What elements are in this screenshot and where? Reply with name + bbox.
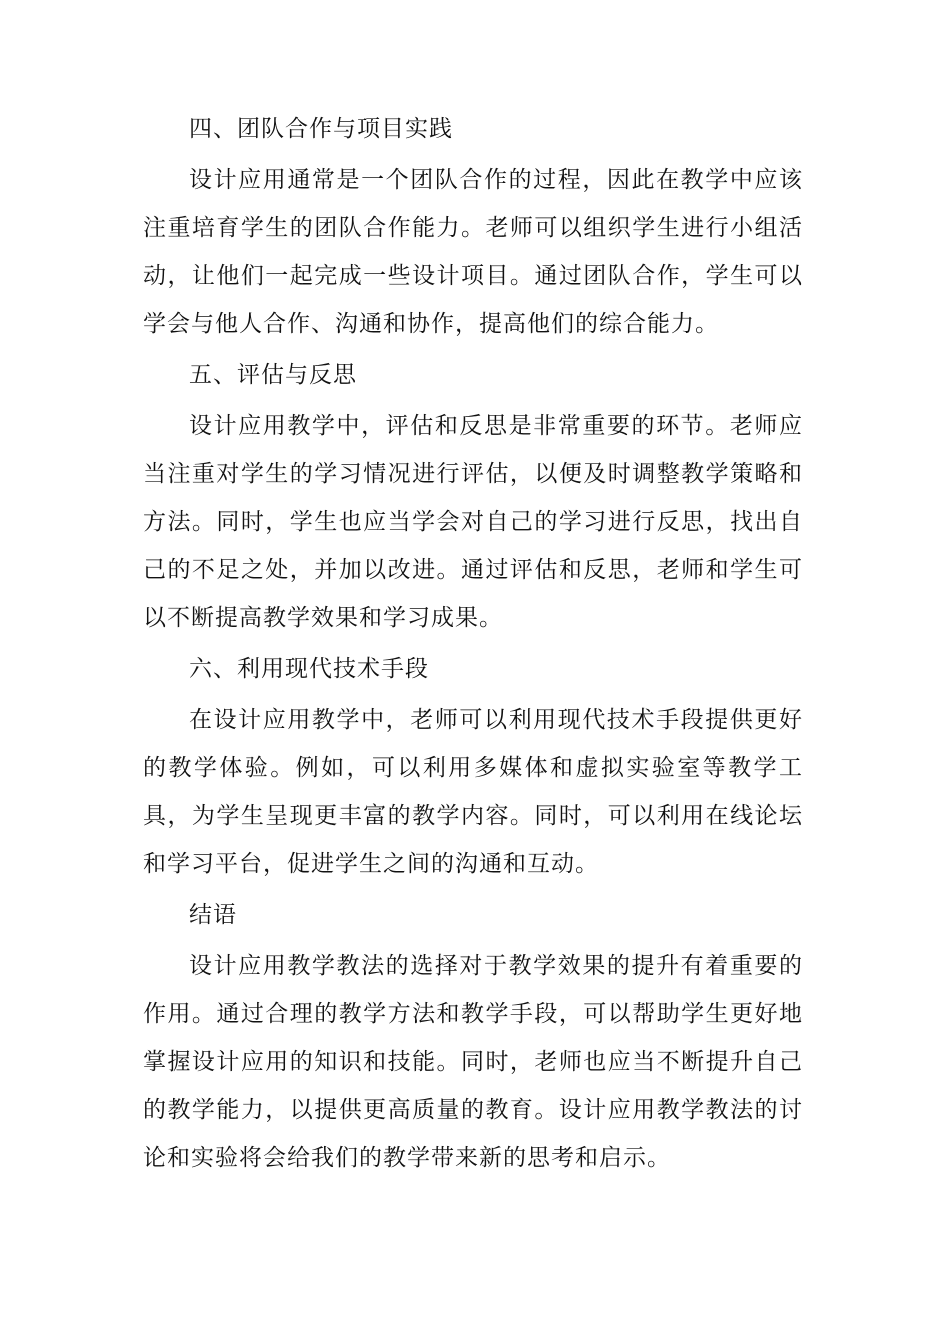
section-paragraph-conclusion: 设计应用教学教法的选择对于教学效果的提升有着重要的作用。通过合理的教学方法和教学手段，可以帮助学生更好地掌握设计应用的知识和技能。同时，老师也应当不断提升自己的教学能力，以提供更高质量的教育。设计应用教学教法的讨论和实验将会给我们的教学带来新的思考和启示。 [143, 953, 803, 1171]
document-body [143, 105, 803, 1182]
section-paragraph-teamwork: 设计应用通常是一个团队合作的过程，因此在教学中应该注重培育学生的团队合作能力。老师可以组织学生进行小组活动，让他们一起完成一些设计项目。通过团队合作，学生可以学会与他人合作、沟通和协作，提高他们的综合能力。 [143, 167, 803, 337]
section-heading-technology: 六、利用现代技术手段 [189, 656, 429, 682]
section-paragraph-technology: 在设计应用教学中，老师可以利用现代技术手段提供更好的教学体验。例如，可以利用多媒体和虚拟实验室等教学工具，为学生呈现更丰富的教学内容。同时，可以利用在线论坛和学习平台，促进学生之间的沟通和互动。 [143, 707, 803, 877]
section-paragraph-evaluation: 设计应用教学中，评估和反思是非常重要的环节。老师应当注重对学生的学习情况进行评估，以便及时调整教学策略和方法。同时，学生也应当学会对自己的学习进行反思，找出自己的不足之处，并加以改进。通过评估和反思，老师和学生可以不断提高教学效果和学习成果。 [143, 413, 803, 631]
section-heading-teamwork: 四、团队合作与项目实践 [189, 116, 453, 142]
section-heading-evaluation: 五、评估与反思 [189, 362, 357, 388]
section-heading-conclusion: 结语 [189, 902, 237, 928]
